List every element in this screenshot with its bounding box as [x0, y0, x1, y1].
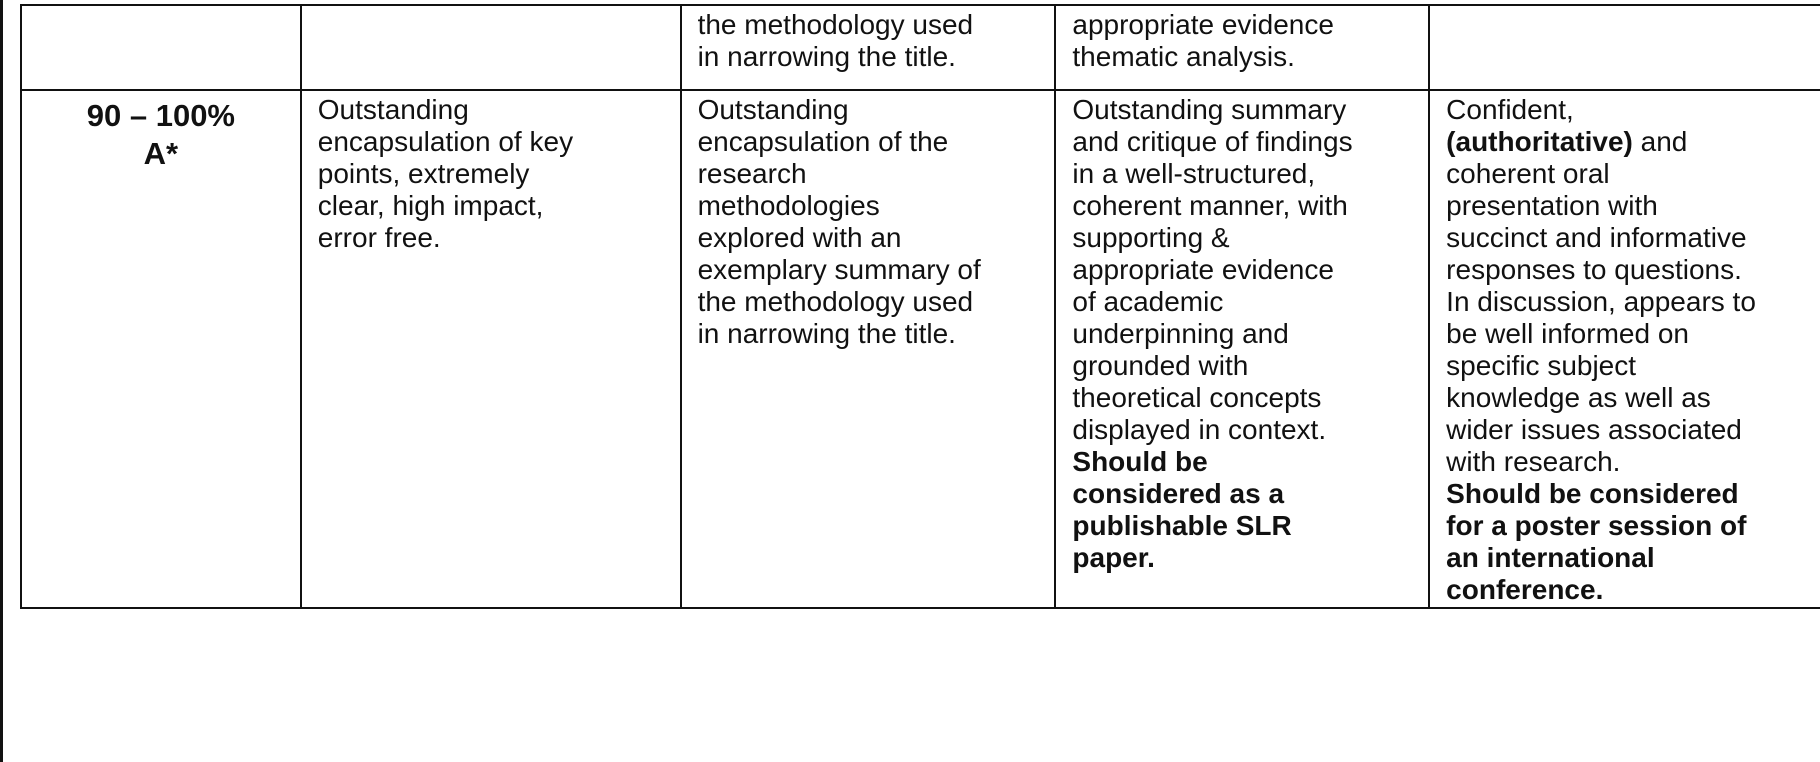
- methodology-cell-continued: the methodology used in narrowing the title.: [681, 5, 1056, 90]
- findings-cell-continued: appropriate evidence thematic analysis.: [1055, 5, 1429, 90]
- grading-rubric-table: [20, 4, 1820, 609]
- presentation-cell-empty: [1429, 5, 1820, 90]
- findings-criteria-cell: Outstanding summary and critique of findings in a well-structured, coherent manner, with supporting & appropriate evidence of academic underpinning and grounded with theoretical concepts displayed in context. Should be considered as a publishable SLR paper.: [1055, 90, 1429, 608]
- summary-criteria-cell: Outstanding encapsulation of key points, extremely clear, high impact, error free.: [301, 90, 681, 608]
- grade-range: 90 – 100%: [86, 98, 235, 133]
- publishable-note: Should be: [1072, 446, 1208, 477]
- presentation-criteria-cell: Confident, (authoritative) and coherent oral presentation with succinct and informative responses to questions. In discussion, appears to be well informed on specific subject knowledge as well as wider issues associated with research. Should be considered for a poster session of an international conference.: [1429, 90, 1820, 608]
- table-row-a-star: [21, 90, 1820, 608]
- table-row-previous-continued: [21, 5, 1820, 90]
- grade-letter: A*: [143, 136, 179, 171]
- grade-band-cell: [21, 90, 301, 608]
- poster-session-note: Should be considered: [1446, 478, 1739, 509]
- page-left-border: [0, 0, 3, 762]
- grade-cell-empty: [21, 5, 301, 90]
- methodology-criteria-cell: Outstanding encapsulation of the research methodologies explored with an exemplary summary of the methodology used in narrowing the title.: [681, 90, 1056, 608]
- summary-cell-empty: [301, 5, 681, 90]
